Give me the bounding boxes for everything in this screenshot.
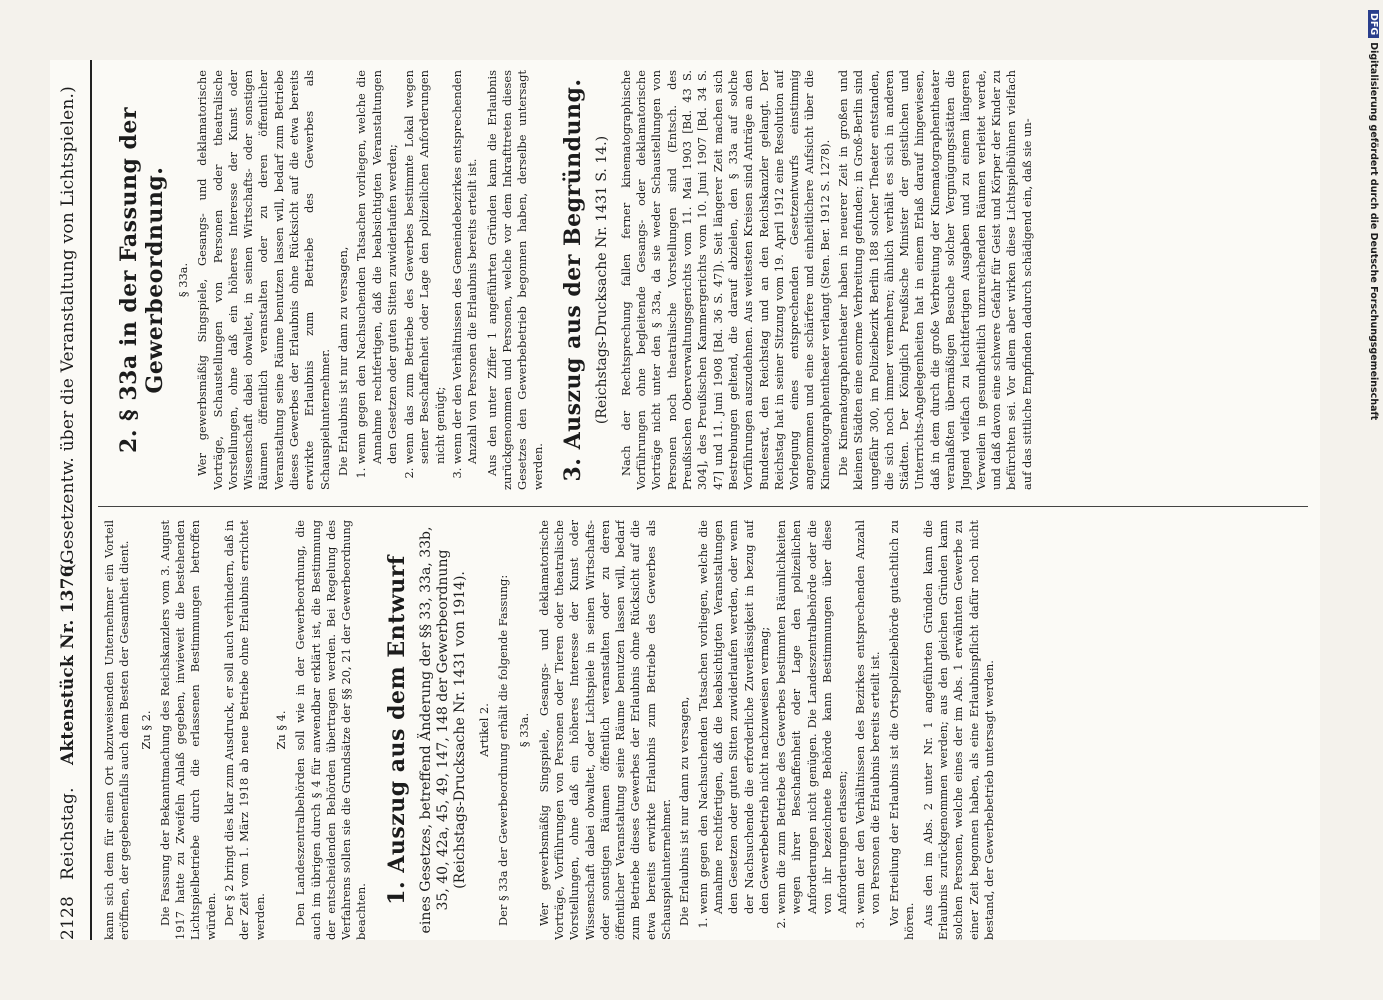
paragraph: Aus den im Abs. 2 unter Nr. 1 angeführten Gründen kann die Erlaubnis zurückgenommen werden; aus den gleichen Gründen kann solchen Personen, welche eines der im Abs. 1 erwähnten Gewerbe zu einer Zeit begonnen haben, als eine Erlaubnispflicht dafür noch nicht bestand, der Gewerbebetrieb untersagt werden. xyxy=(920,520,996,940)
article-heading: Artikel 2. xyxy=(476,703,491,757)
paragraph-number: § 33a. xyxy=(517,712,532,748)
paragraph: Wer gewerbsmäßig Singspiele, Gesangs- und deklamatorische Vorträge, Schaustellungen von Personen oder theatralische Vorstellungen, ohne daß ein höheres Interesse der Kunst oder Wissenschaft dabei obwaltet, in seinen Wirtschafts- oder sonstigen Räumen öffentlich veranstalten oder zu deren öffentlicher Veranstaltung seine Räume benutzen lassen will, bedarf zum Betriebe dieses Gewerbes der Erlaubnis ohne Rücksicht auf die etwa bereits erwirkte Erlaubnis zum Betriebe des Gewerbes als Schauspielunternehmer. xyxy=(195,70,332,490)
paragraph: Nach der Rechtsprechung fallen ferner kinematographische Vorführungen ohne begleitende Gesangs- oder deklamatorische Vorträge nicht unter den § 33a, da sie weder Schaustellungen von Personen noch theatralische Vorstellungen sind (Entsch. des Preußischen Oberverwaltungsgerichts vom 11. Mai 1903 [Bd. 43 S. 304], des Preußischen Kammergerichts vom 10. Juni 1907 [Bd. 34 S. 47] und 11. Juni 1908 [Bd. 36 S. 47]). Seit längerer Zeit machen sich Bestrebungen geltend, die darauf abzielen, den § 33a auf solche Vorführungen auszudehnen. Aus weitesten Kreisen sind Anträge an den Bundesrat, den Reichstag und an den Reichskanzler gelangt. Der Reichstag hat in seiner Sitzung vom 19. April 1912 eine Resolution auf Vorlegung eines entsprechenden Gesetzentwurfs einstimmig angenommen und eine schärfere und einheitlichere Aufsicht über die Kinematographentheater verlangt (Sten. Ber. 1912 S. 1278). xyxy=(618,70,832,490)
paragraph: Die Erlaubnis ist nur dann zu versagen, xyxy=(677,696,692,926)
paragraph: Aus den unter Ziffer 1 angeführten Gründen kann die Erlaubnis zurückgenommen und Personen, welche vor dem Inkrafttreten dieses Gesetzes den Gewerbebetrieb begonnen haben, derselbe untersagt werden. xyxy=(484,70,545,490)
gesetz-title: (Gesetzentw. über die Veranstaltung von Lichtspielen.) xyxy=(58,86,78,570)
list-item: 2. wenn die zum Betriebe des Gewerbes bestimmten Räumlichkeiten wegen ihrer Beschaffenheit oder Lage den polizeilichen Anforderungen nicht genügen. Die Landeszentralbehörde oder die von ihr bezeichnete Behörde kann Bestimmungen über diese Anforderungen erlassen; xyxy=(774,520,850,914)
section-heading: Zu § 4. xyxy=(273,710,288,750)
paragraph: Die Kinematographentheater haben in neuerer Zeit in großen und kleinen Städten eine enorme Verbreitung gefunden; in Groß-Berlin sind ungefähr 300, im Polizeibezirk Berlin 188 solcher Theater entstanden, die sich noch immer vermehren; ähnlich verhält es sich in anderen Städten. Der Königlich Preußische Minister der geistlichen und Unterrichts-Angelegenheiten hat in einem Erlaß darauf hingewiesen, daß in dem durch die große Verbreitung der Kinematographentheater veranlaßten übermäßigen Besuche solcher Vergnügungsstätten die Jugend vielfach zu leichtfertigen Ausgaben und zu einem längeren Verweilen in gesundheitlich unzureichenden Räumen verleitet werde, und daß davon eine schwere Gefahr für Geist und Körper der Kinder zu befürchten sei. Vor allem aber wirken diese Lichtspielbühnen vielfach auf das sittliche Empfinden dadurch schädigend ein, daß sie un- xyxy=(835,70,1034,490)
left-column xyxy=(102,520,1307,940)
dfg-logo: DFG xyxy=(1368,10,1379,38)
paragraph: Der § 2 bringt dies klar zum Ausdruck, er soll auch verhindern, daß in der Zeit vom 1. März 1918 ab neue Betriebe ohne Erlaubnis errichtet werden. xyxy=(222,520,267,940)
paragraph: Wer gewerbsmäßig Singspiele, Gesangs- und deklamatorische Vorträge, Vorführungen von Personen oder Tieren oder theatralische Vorstellungen, ohne daß ein höheres Interesse der Kunst oder Wissenschaft dabei obwaltet, oder Lichtspiele in seinen Wirtschafts- oder sonstigen Räumen öffentlich veranstalten oder zu deren öffentlicher Veranstaltung seine Räume benutzen lassen will, bedarf zum Betriebe dieses Gewerbes der Erlaubnis ohne Rücksicht auf die etwa bereits erwirkte Erlaubnis zum Betriebe des Gewerbes als Schauspielunternehmer. xyxy=(536,520,674,940)
page-number: 2128 xyxy=(58,895,78,940)
chapter-heading: 1. Auszug aus dem Entwurf xyxy=(383,555,410,905)
header-rule xyxy=(90,60,92,940)
list-item: 2. wenn das zum Betriebe des Gewerbes bestimmte Lokal wegen seiner Beschaffenheit oder Lage den polizeilichen Anforderungen nicht genügt; xyxy=(402,70,448,464)
chapter-subheading: (Reichstags-Drucksache Nr. 1431 S. 14.) xyxy=(593,135,610,425)
aktenstueck-label: Aktenstück Nr. 1376. xyxy=(58,559,78,765)
numbered-list xyxy=(354,70,480,490)
dfg-credit xyxy=(1365,10,1379,990)
right-column xyxy=(102,70,1307,490)
chapter-heading: 2. § 33a in der Fassung der Gewerbeordnung. xyxy=(116,107,168,453)
numbered-list xyxy=(696,520,884,940)
paragraph: Der § 33a der Gewerbeordnung erhält die folgende Fassung: xyxy=(496,574,511,926)
paragraph: kann sich dem für einen Ort abzuweisenden Unternehmer ein Vorteil eröffnen, der gegebenenfalls auch dem Besten der Gesamtheit dient. xyxy=(102,520,132,940)
list-item: 3. wenn der den Verhältnissen des Bezirkes entsprechenden Anzahl von Personen die Erlaubnis bereits erteilt ist. xyxy=(853,520,884,914)
paragraph: Die Fassung der Bekanntmachung des Reichskanzlers vom 3. August 1917 hatte zu Zweifeln Anlaß gegeben, inwieweit die bestehenden Lichtspielbetriebe durch die erlassenen Bestimmungen betroffen würden. xyxy=(157,520,218,940)
page-header xyxy=(58,60,88,940)
chapter-heading: 3. Auszug aus der Begründung. xyxy=(559,78,586,482)
chapter-subheading: eines Gesetzes, betreffend Änderung der §§ 33, 33a, 33b, 35, 40, 42a, 45, 49, 147, 148 der Gewerbeordnung (Reichstags-Drucksache Nr. 1431 von 1914). xyxy=(417,526,468,934)
list-item: 3. wenn der den Verhältnissen des Gemeindebezirkes entsprechenden Anzahl von Personen die Erlaubnis bereits erteilt ist. xyxy=(450,70,481,464)
section-heading: Zu § 2. xyxy=(138,710,153,750)
paragraph-number: § 33a. xyxy=(176,262,190,298)
paragraph: Den Landeszentralbehörden soll wie in der Gewerbeordnung, die auch im übrigen durch § 4 für anwendbar erklärt ist, die Bestimmung der entscheidenden Behörden übertragen werden. Bei Regelung des Verfahrens sollen sie die Grundsätze der §§ 20, 21 der Gewerbeordnung beachten. xyxy=(293,520,369,940)
list-item: 1. wenn gegen den Nachsuchenden Tatsachen vorliegen, welche die Annahme rechtfertigen, daß die beabsichtigten Veranstaltungen den Gesetzen oder guten Sitten zuwiderlaufen werden, oder wenn der Nachsuchende die erforderliche Zuverlässigkeit in bezug auf den Gewerbebetrieb nicht nachzuweisen vermag; xyxy=(696,520,772,914)
parliament-label: Reichstag. xyxy=(58,787,78,880)
list-item: 1. wenn gegen den Nachsuchenden Tatsachen vorliegen, welche die Annahme rechtfertigen, daß die beabsichtigten Veranstaltungen den Gesetzen oder guten Sitten zuwiderlaufen werden; xyxy=(354,70,400,464)
page-body xyxy=(50,60,1320,940)
paragraph: Die Erlaubnis ist nur dann zu versagen, xyxy=(335,246,350,476)
dfg-credit-text: Digitalisierung gefördert durch die Deutsche Forschungsgemeinschaft xyxy=(1368,42,1379,421)
column-divider xyxy=(98,506,1308,507)
paragraph: Vor Erteilung der Erlaubnis ist die Ortspolizeibehörde gutachtlich zu hören. xyxy=(887,520,917,940)
